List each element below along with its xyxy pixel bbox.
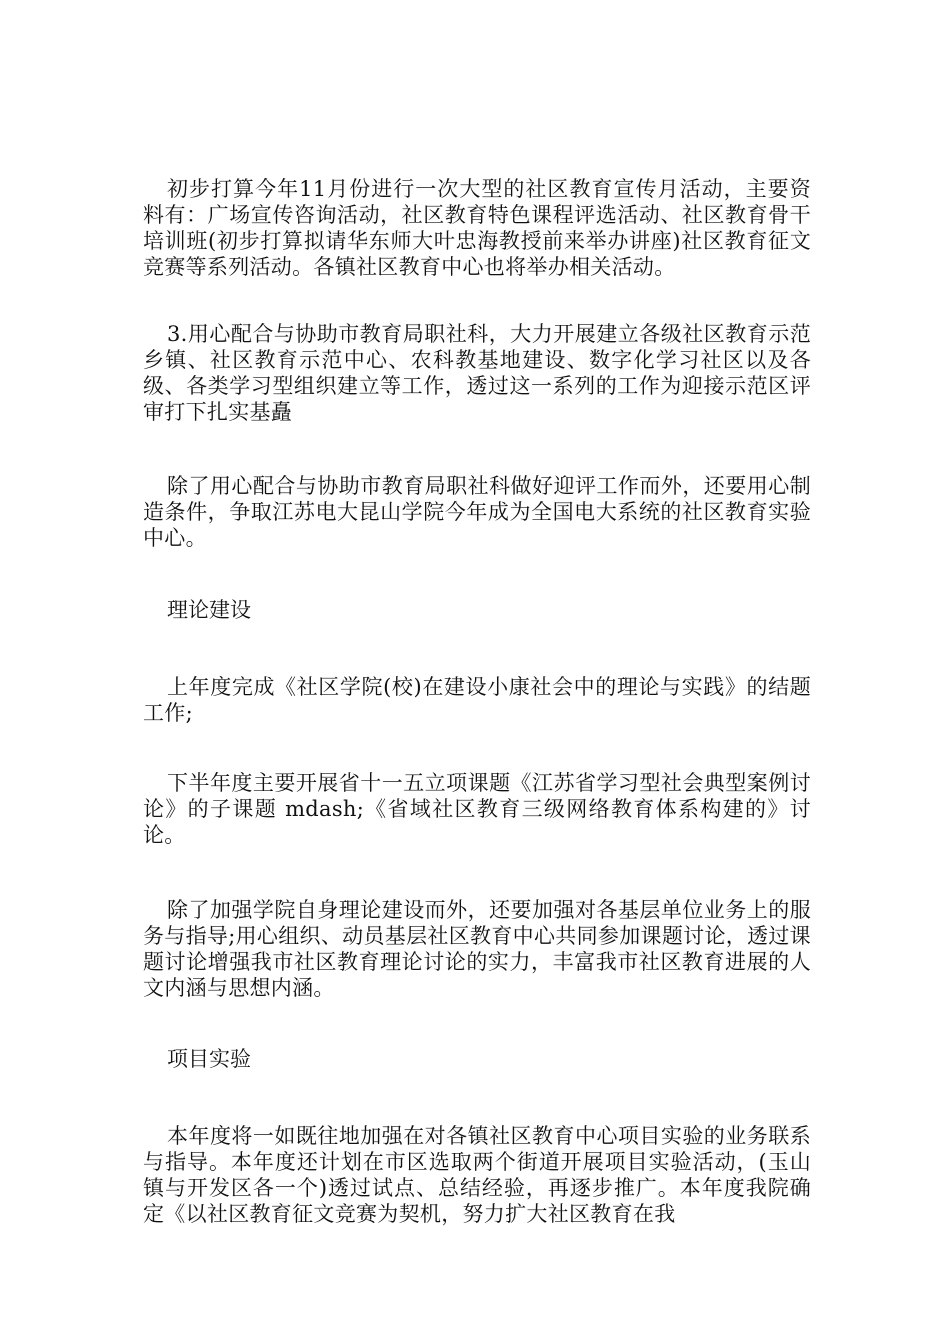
paragraph-publicity-month: 初步打算今年11月份进行一次大型的社区教育宣传月活动，主要资料有：广场宣传咨询活动，社区教育特色课程评选活动、社区教育骨干培训班(初步打算拟请华东师大叶忠海教授前来举办讲座)社区教育征文竞赛等系列活动。各镇社区教育中心也将举办相关活动。 — [143, 177, 811, 279]
paragraph-experiment-center: 除了用心配合与协助市教育局职社科做好迎评工作而外，还要用心制造条件，争取江苏电大昆山学院今年成为全国电大系统的社区教育实验中心。 — [143, 474, 811, 550]
paragraph-theory-completion: 上年度完成《社区学院(校)在建设小康社会中的理论与实践》的结题工作; — [143, 675, 811, 725]
paragraph-theory-guidance: 除了加强学院自身理论建设而外，还要加强对各基层单位业务上的服务与指导;用心组织、动员基层社区教育中心共同参加课题讨论，透过课题讨论增强我市社区教育理论讨论的实力，丰富我市社区教育进展的人文内涵与思想内涵。 — [143, 898, 811, 1000]
paragraph-project-experiment: 本年度将一如既往地加强在对各镇社区教育中心项目实验的业务联系与指导。本年度还计划在市区选取两个街道开展项目实验活动，(玉山镇与开发区各一个)透过试点、总结经验，再逐步推广。本年度我院确定《以社区教育征文竞赛为契机，努力扩大社区教育在我 — [143, 1124, 811, 1226]
section-heading-project: 项目实验 — [167, 1047, 251, 1071]
paragraph-theory-subtopic: 下半年度主要开展省十一五立项课题《江苏省学习型社会典型案例讨论》的子课题 mdash;《省域社区教育三级网络教育体系构建的》讨论。 — [143, 771, 811, 847]
section-heading-theory: 理论建设 — [167, 598, 251, 622]
paragraph-cooperation: 3.用心配合与协助市教育局职社科，大力开展建立各级社区教育示范乡镇、社区教育示范中心、农科教基地建设、数字化学习社区以及各级、各类学习型组织建立等工作，透过这一系列的工作为迎接示范区评审打下扎实基矗 — [143, 322, 811, 424]
